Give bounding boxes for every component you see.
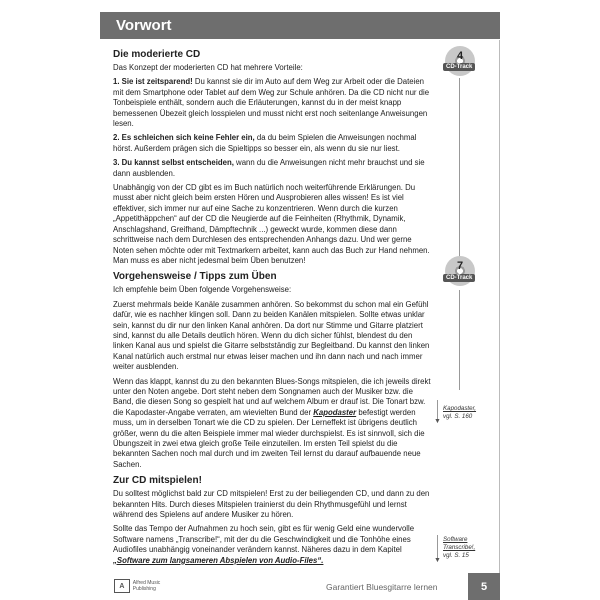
paragraph: Unabhängig von der CD gibt es im Buch natürlich noch weiterführende Erklärungen. Du musst aber nicht gleich beim ersten Hören und Ausprobieren alles wissen! Es ist viel effektiver, sich immer nur auf eine Sache zu konzentrieren. Wenn durch die kurzen „Appetithäppchen“ auf der CD die Neugierde auf die Feinheiten (Rhythmik, Dynamik, Anschlagshand, Greifhand, Dämpftechnik ...) geweckt wurde, kommen diese dann schrittweise nach dem Durchlesen des entsprechenden Anhangs dazu. Und wer gerne Noten sehen möchte oder mit Textmarkern arbeitet, kann auch das Buch zur Hand nehmen. Man muss es aber nicht jedesmal beim Üben benutzen!	[113, 183, 430, 265]
cd-track-label: CD-Track	[443, 63, 475, 71]
bold-lead: 3. Du kannst selbst entscheiden,	[113, 158, 234, 168]
chapter-header	[100, 12, 500, 39]
margin-note-ref: vgl. S. 160	[443, 413, 473, 420]
cd-track-icon	[445, 46, 475, 76]
bold-lead: 1. Sie ist zeitsparend!	[113, 77, 193, 87]
alfred-logo-icon: A	[114, 579, 130, 593]
paragraph	[113, 77, 433, 129]
arrow-down-icon: ▼	[434, 557, 441, 564]
margin-note-title: Software	[443, 536, 468, 543]
footer-book-title: Garantiert Bluesgitarre lernen	[326, 582, 438, 592]
paragraph	[113, 158, 433, 179]
kapodaster-link[interactable]: Kapodaster	[313, 407, 357, 417]
cd-track-number: 4	[456, 50, 464, 62]
arrow-down-icon: ▼	[434, 418, 441, 425]
paragraph-text: da du beim Spielen die Anweisungen nochmal hörst. Außerdem prägen sich die Spieltipps so besser ein, als wenn du sie nur liest.	[113, 133, 417, 153]
page-number: 5	[468, 573, 500, 600]
section-heading-tips: Vorgehensweise / Tipps zum Üben	[113, 271, 277, 283]
section-heading-cd: Die moderierte CD	[113, 49, 201, 60]
margin-note-title: Transcribe!,	[443, 544, 476, 551]
section-heading-playalong: Zur CD mitspielen!	[113, 475, 202, 487]
software-chapter-link[interactable]: „Software zum langsameren Abspielen von Audio-Files“.	[113, 555, 324, 565]
margin-note-ref: vgl. S. 15	[443, 552, 469, 559]
margin-line	[459, 78, 460, 258]
software-margin-note[interactable]	[443, 536, 475, 560]
paragraph: Das Konzept der moderierten CD hat mehrere Vorteile:	[113, 63, 303, 72]
chapter-title: Vorwort	[116, 17, 172, 34]
paragraph-text: Sollte das Tempo der Aufnahmen zu hoch sein, gibt es für wenig Geld eine wundervolle Software namens „Transcribe!“, mit der du die Geschwindigkeit und die Tonhöhe eines Audiofiles unabhängig voneinander verändern kannst. Näheres dazu in dem Kapitel	[113, 524, 415, 555]
paragraph	[113, 133, 433, 154]
paragraph: Ich empfehle beim Üben folgende Vorgehensweise:	[113, 285, 292, 295]
paragraph	[113, 377, 433, 471]
margin-note-title: Kapodaster,	[443, 405, 477, 412]
paragraph: Zuerst mehrmals beide Kanäle zusammen anhören. So bekommst du schon mal ein Gefühl dafür, wie es nachher klingen soll. Dann zu beiden Kanälen mitspielen. Sollte etwas unklar sein, kannst du dir nur den linken Kanal anhören. Da dort nur Stimme und Gitarre platziert sind, kannst du alle Details deutlich hören. Wenn du dich sicher fühlst, blendest du den linken Kanal aus und spielst die Gitarre selbstständig zur Begleitband. Du kannst den linken Kanal natürlich auch erstmal nur etwas leiser machen und ihn dann nach und nach immer weiter ausblenden.	[113, 299, 430, 372]
publisher-logo	[114, 578, 184, 594]
kapodaster-margin-note[interactable]	[443, 405, 476, 421]
publisher-name: Alfred Music Publishing	[132, 580, 161, 592]
bold-lead: 2. Es schleichen sich keine Fehler ein,	[113, 133, 255, 143]
cd-track-label: CD-Track	[443, 274, 475, 282]
cd-track-number: 7	[456, 260, 464, 272]
paragraph	[113, 524, 433, 566]
paragraph-text: befestigt werden muss, um in derselben Tonart wie die CD zu spielen. Der Lerneffekt ist übrigens deutlich größer, wenn du die alten Beispiele immer mal wieder durchspielst. Es ist sinnvoll, sich die Übungszeit in zwei etwa gleich große Teile einzuteilen. Im ersten Teil spielst du die bekannten Sachen noch mal durch und im zweiten Teil lernst du darauf aufbauende neue Sachen.	[113, 407, 425, 469]
paragraph-text: Wenn das klappt, kannst du zu den bekannten Blues-Songs mitspielen, die ich jeweils direkt unter den Noten angebe. Dort steht neben dem Songnamen auch der Musiker bzw. die Band, die diesen Song so gespielt hat und auf welchem Album er drauf ist. Die Tonart bzw. die Kapodaster-Angabe verraten, am wievielten Bund der	[113, 376, 431, 417]
right-border	[499, 40, 500, 580]
margin-line	[459, 290, 460, 390]
paragraph: Du solltest möglichst bald zur CD mitspielen! Erst zu der beiliegenden CD, und dann zu den bekannten Hits. Durch dieses Mitspielen trainierst du dein Rhythmusgefühl und lernst während des Spielens auf andere Musiker zu hören.	[113, 489, 430, 520]
paragraph-text: wann du die Anweisungen nicht mehr brauchst und sie dann ausblenden.	[113, 158, 425, 178]
main-content	[113, 48, 433, 570]
paragraph-text: Du kannst sie dir im Auto auf dem Weg zur Arbeit oder die Dateien mit dem Smartphone oder Tablet auf dem Weg zur Schule anhören. Da die CD nicht nur die Tonbeispiele enthält, sondern auch die Erläuterungen, kannst du in der meist knapp bemessenen Übezeit gleich losspielen und musst nicht erst noch seitenlange Anweisungen lesen.	[113, 77, 430, 129]
